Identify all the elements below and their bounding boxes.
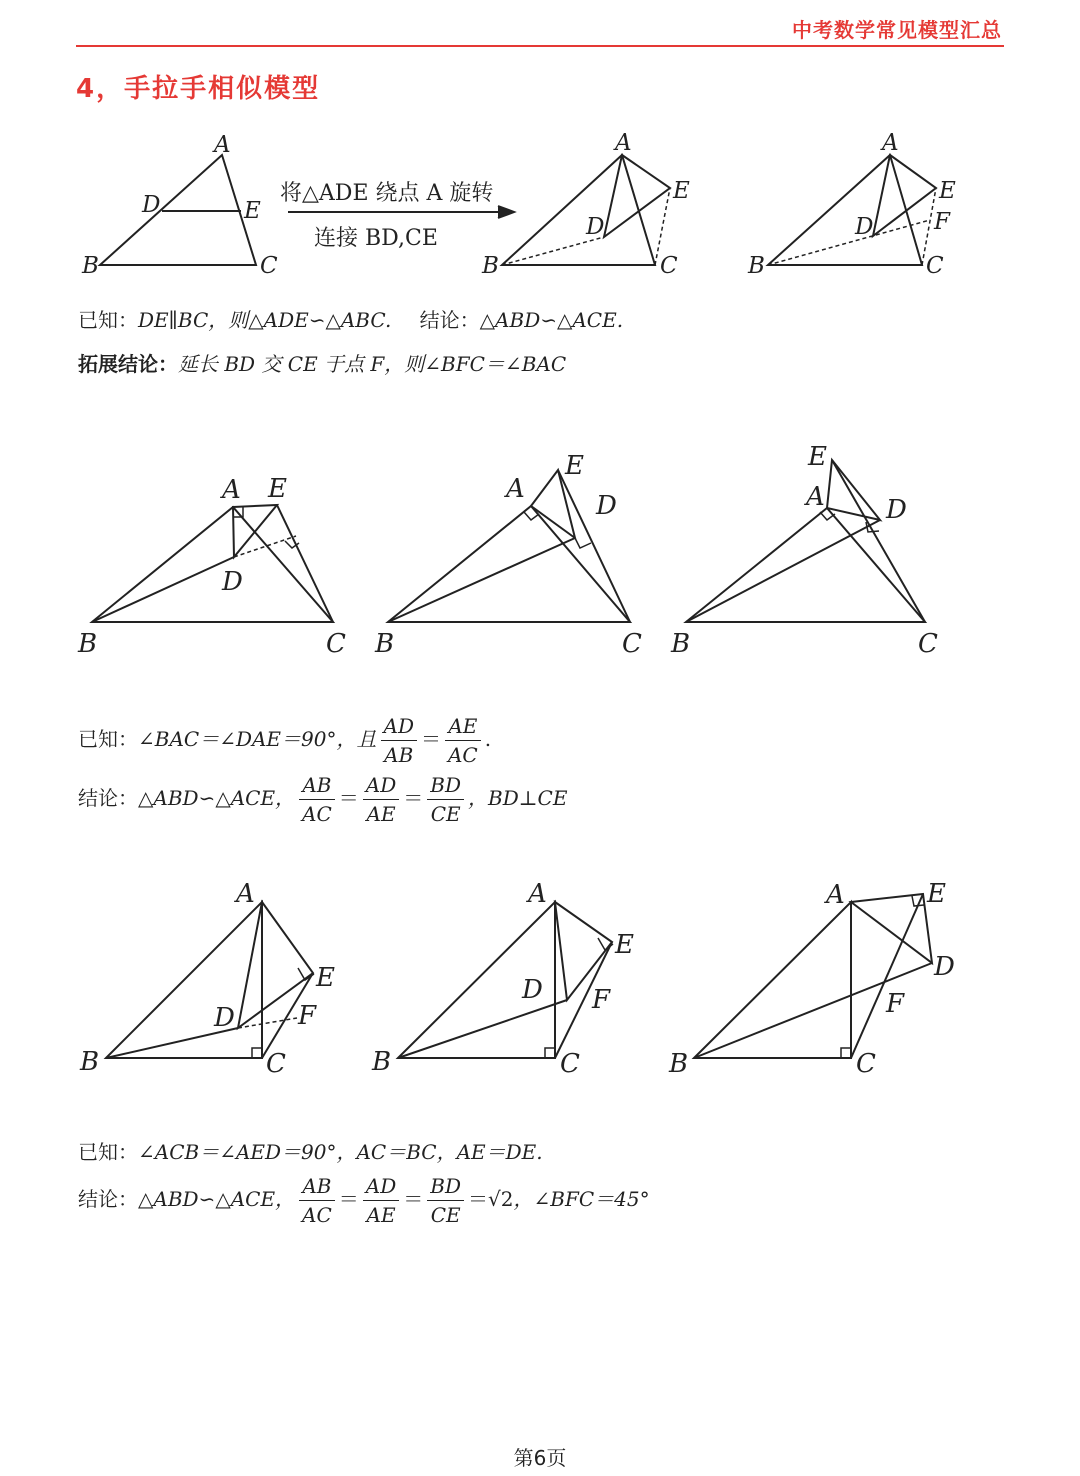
fraction: $\frac{AD}{AB}$ <box>381 712 417 769</box>
svg-text:D: D <box>222 567 243 597</box>
svg-text:A: A <box>236 879 255 909</box>
fraction: $\frac{BD}{CE}$ <box>427 771 464 828</box>
svg-text:E: E <box>615 930 634 960</box>
svg-text:B: B <box>669 1049 689 1079</box>
svg-text:C: C <box>660 253 678 279</box>
svg-text:F: F <box>886 989 905 1019</box>
svg-text:D: D <box>934 952 955 982</box>
page-number: 第6页 <box>513 1446 567 1470</box>
figure-1c <box>768 155 936 265</box>
svg-text:C: C <box>918 629 938 659</box>
svg-text:F: F <box>298 1001 317 1031</box>
figure-1a <box>100 155 256 265</box>
svg-text:B: B <box>80 1047 100 1077</box>
given-right-angle: 已知：∠BAC＝∠DAE＝90°，且 $\frac{AD}{AB}$ ＝ $\frac{AE}{AC}$ . <box>78 714 492 767</box>
svg-text:E: E <box>565 451 584 481</box>
fraction: $\frac{AB}{AC}$ <box>299 1172 335 1229</box>
fraction: $\frac{AB}{AC}$ <box>299 771 335 828</box>
figure-3b <box>398 902 613 1058</box>
header-title: 中考数学常见模型汇总 <box>792 18 1002 42</box>
svg-text:E: E <box>244 198 261 224</box>
svg-text:D: D <box>142 192 161 218</box>
svg-text:A: A <box>882 130 899 156</box>
given-isosceles-right: 已知：∠ACB＝∠AED＝90°，AC＝BC，AE＝DE. <box>78 1140 543 1164</box>
svg-text:C: C <box>856 1049 876 1079</box>
svg-text:A: A <box>528 879 547 909</box>
svg-text:D: D <box>214 1003 235 1033</box>
figure-1b <box>502 155 670 265</box>
svg-text:D: D <box>596 491 617 521</box>
arrow-caption-top: 将△ADE 绕点 A 旋转 <box>280 181 494 206</box>
given-parallel: 已知：DE∥BC，则△ADE∽△ABC. 结论：△ABD∽△ACE. <box>78 308 624 332</box>
svg-text:E: E <box>808 442 827 472</box>
svg-text:A: A <box>826 880 845 910</box>
svg-text:A: A <box>615 130 632 156</box>
figure-2a <box>92 505 333 622</box>
svg-text:C: C <box>622 629 642 659</box>
svg-text:B: B <box>372 1047 392 1077</box>
svg-text:D: D <box>855 214 874 240</box>
svg-text:F: F <box>592 985 611 1015</box>
section-title: 4，手拉手相似模型 <box>76 74 321 104</box>
svg-text:A: A <box>506 474 525 504</box>
svg-text:B: B <box>482 253 499 279</box>
svg-text:A: A <box>222 475 241 505</box>
svg-text:B: B <box>78 629 98 659</box>
svg-text:B: B <box>375 629 395 659</box>
conclusion-right-angle: 结论：△ABD∽△ACE， $\frac{AB}{AC}$ ＝ $\frac{AD}{AE}$ ＝ $\frac{BD}{CE}$ ，BD⊥CE <box>78 773 568 826</box>
svg-text:E: E <box>927 879 946 909</box>
svg-text:C: C <box>260 253 278 279</box>
svg-text:B: B <box>671 629 691 659</box>
svg-text:C: C <box>560 1049 580 1079</box>
figure-3c <box>694 894 932 1058</box>
svg-text:E: E <box>939 178 956 204</box>
svg-text:C: C <box>266 1049 286 1079</box>
arrow-caption-bottom: 连接 BD,CE <box>314 226 438 251</box>
fraction: $\frac{AE}{AC}$ <box>445 712 481 769</box>
svg-text:D: D <box>522 975 543 1005</box>
svg-text:D: D <box>586 214 605 240</box>
svg-text:D: D <box>886 495 907 525</box>
extended-conclusion: 拓展结论：延长 BD 交 CE 于点 F，则∠BFC＝∠BAC <box>78 352 567 376</box>
svg-text:F: F <box>934 209 950 235</box>
svg-text:A: A <box>806 482 825 512</box>
fraction: $\frac{AD}{AE}$ <box>363 1172 399 1229</box>
svg-text:B: B <box>748 253 765 279</box>
svg-text:E: E <box>268 474 287 504</box>
svg-text:E: E <box>316 963 335 993</box>
svg-text:E: E <box>673 178 690 204</box>
svg-text:C: C <box>326 629 346 659</box>
svg-text:A: A <box>214 132 231 158</box>
fraction: $\frac{BD}{CE}$ <box>427 1172 464 1229</box>
figure-3a <box>106 902 314 1058</box>
conclusion-isosceles-right: 结论：△ABD∽△ACE， $\frac{AB}{AC}$ ＝ $\frac{AD}{AE}$ ＝ $\frac{BD}{CE}$ ＝√2，∠BFC＝45° <box>78 1174 650 1227</box>
svg-text:B: B <box>82 253 99 279</box>
fraction: $\frac{AD}{AE}$ <box>363 771 399 828</box>
svg-text:C: C <box>926 253 944 279</box>
